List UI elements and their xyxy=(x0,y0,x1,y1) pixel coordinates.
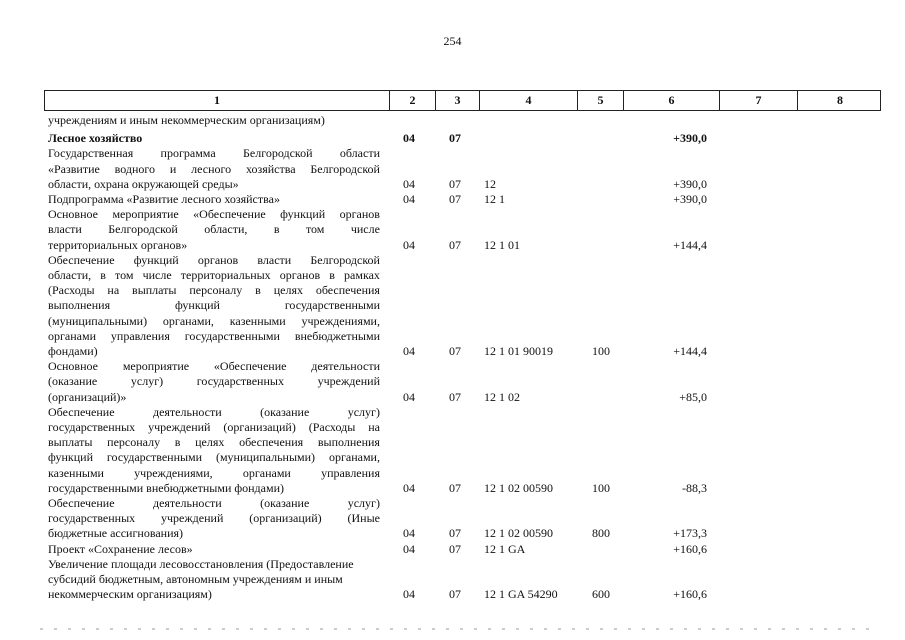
row-text-line xyxy=(48,268,380,283)
header-col-8: 8 xyxy=(837,93,843,107)
word: Обеспечение xyxy=(48,496,115,510)
word: органами, xyxy=(328,450,380,465)
cell-amount: +390,0 xyxy=(673,192,707,206)
word: деятельности xyxy=(152,496,222,510)
word: выполнения xyxy=(48,298,111,313)
word: в xyxy=(100,268,106,282)
row-text-line: учреждениям и иным некоммерческим организациям) xyxy=(48,113,325,127)
word: водного xyxy=(114,161,156,176)
word: функций xyxy=(48,450,93,465)
word: выполнения xyxy=(317,435,380,450)
row-text-line xyxy=(48,359,380,374)
word: внебюджетными xyxy=(294,328,380,343)
word: «Обеспечение xyxy=(213,359,287,374)
row-text-line: фондами) xyxy=(48,344,98,358)
row-text-line: (организаций)» xyxy=(48,389,127,404)
word: лесного xyxy=(191,161,232,176)
word: целях xyxy=(195,435,225,450)
row-text-line xyxy=(48,405,380,420)
cell-expense-type: 800 xyxy=(592,526,610,541)
word: выплаты xyxy=(132,283,177,298)
cell-section: 04 xyxy=(403,176,415,191)
word: органами, xyxy=(162,313,214,328)
word: и xyxy=(169,161,177,176)
word: Белгородской xyxy=(310,161,380,176)
cell-target-article: 12 1 01 xyxy=(484,237,520,252)
word: (Расходы xyxy=(48,283,95,298)
word: (оказание xyxy=(48,374,98,389)
word: Основное xyxy=(48,207,98,222)
word: учреждений xyxy=(148,420,211,434)
word: управления xyxy=(321,465,380,480)
word: услуг) xyxy=(347,404,380,419)
word: персоналу xyxy=(189,283,243,298)
header-col-4: 4 xyxy=(480,91,578,110)
word: персоналу xyxy=(107,435,161,450)
cell-amount: +144,4 xyxy=(673,344,707,358)
cell-subsection: 07 xyxy=(449,480,461,495)
row-text-line xyxy=(48,314,380,329)
word: учреждениями, xyxy=(301,313,380,328)
word: государственных xyxy=(48,511,136,526)
cell-amount: +85,0 xyxy=(679,389,707,404)
word: в xyxy=(329,268,335,282)
row-text-line: Подпрограмма «Развитие лесного хозяйства» xyxy=(48,192,280,206)
cell-amount: +390,0 xyxy=(673,176,707,191)
word: казенными xyxy=(229,313,286,328)
row-text-line xyxy=(48,222,380,237)
word: рамках xyxy=(344,268,380,282)
word: числе xyxy=(350,222,380,237)
row-text-line xyxy=(48,162,380,177)
word: функций xyxy=(133,252,179,267)
word: на xyxy=(107,283,120,298)
header-col-2: 2 xyxy=(390,91,436,110)
row-text-line: бюджетные ассигнования) xyxy=(48,526,184,541)
cell-section: 04 xyxy=(403,344,415,358)
word: Обеспечение xyxy=(48,252,115,267)
word: (Иные xyxy=(347,511,380,526)
word: услуг) xyxy=(347,496,380,510)
word: деятельности xyxy=(152,404,222,419)
cell-target-article: 12 1 GA 54290 xyxy=(484,587,558,602)
word: деятельности xyxy=(311,359,380,374)
word: мероприятие xyxy=(112,207,179,222)
word: выплаты xyxy=(48,435,93,450)
cell-subsection: 07 xyxy=(449,587,461,602)
header-col-3: 3 xyxy=(436,91,480,110)
word: обеспечения xyxy=(239,435,304,450)
word: числе xyxy=(142,268,172,282)
word: власти xyxy=(257,252,292,267)
word: обеспечения xyxy=(315,283,380,298)
row-text-line xyxy=(48,496,380,511)
word: том xyxy=(305,222,325,237)
word: Белгородской xyxy=(108,222,178,237)
word: программа xyxy=(160,146,216,161)
row-text-line xyxy=(48,283,380,298)
word: государственных xyxy=(196,374,284,389)
word: «Развитие xyxy=(48,161,100,176)
word: на xyxy=(368,420,380,434)
row-text-line: Лесное хозяйство xyxy=(48,131,143,146)
table-header xyxy=(44,90,881,111)
row-text-line xyxy=(48,207,380,222)
row-text-line xyxy=(48,374,380,389)
word: власти xyxy=(48,222,82,237)
word: области xyxy=(339,146,380,161)
row-text-line xyxy=(48,450,380,465)
row-text-line: Проект «Сохранение лесов» xyxy=(48,541,193,556)
word: органами xyxy=(48,328,97,343)
header-col-1: 1 xyxy=(45,91,390,110)
row-text-line xyxy=(48,329,380,344)
word: функций xyxy=(280,207,326,222)
row-text-line xyxy=(48,253,380,268)
cell-expense-type: 100 xyxy=(592,344,610,358)
word: органов xyxy=(339,207,380,222)
cell-section: 04 xyxy=(403,526,415,541)
word: органов xyxy=(279,268,321,282)
word: государственных xyxy=(48,420,136,434)
cell-section: 04 xyxy=(403,541,415,556)
cell-section: 04 xyxy=(403,389,415,404)
cell-target-article: 12 1 GA xyxy=(484,541,526,556)
cell-section: 04 xyxy=(403,587,415,602)
cell-subsection: 07 xyxy=(449,131,461,146)
word: «Обеспечение xyxy=(193,207,266,222)
row-text-line: субсидий бюджетным, автономным учреждениям и иным xyxy=(48,572,343,586)
cell-section: 04 xyxy=(403,192,415,206)
word: государственными xyxy=(284,298,380,313)
word: органов xyxy=(197,252,239,267)
row-text-line xyxy=(48,435,380,450)
word: учреждений xyxy=(161,511,224,526)
cell-amount: +390,0 xyxy=(673,131,707,146)
word: (организаций) xyxy=(249,511,322,526)
header-col-6: 6 xyxy=(624,91,720,110)
header-col-7: 7 xyxy=(720,91,798,110)
word: (оказание xyxy=(260,496,310,510)
word: Государственная xyxy=(48,146,134,161)
word: мероприятие xyxy=(122,359,190,374)
row-text-line: территориальных органов» xyxy=(48,237,188,252)
cell-target-article: 12 1 02 00590 xyxy=(484,480,553,495)
cell-subsection: 07 xyxy=(449,176,461,191)
word: (муниципальными) xyxy=(48,313,148,328)
cell-section: 04 xyxy=(403,480,415,495)
word: управления xyxy=(110,328,170,343)
word: области, xyxy=(204,222,248,237)
cell-amount: +160,6 xyxy=(673,541,707,556)
row-text-line xyxy=(48,146,380,161)
word: Белгородской xyxy=(310,252,380,267)
word: Обеспечение xyxy=(48,404,115,419)
cell-subsection: 07 xyxy=(449,192,461,206)
cell-amount: +173,3 xyxy=(673,526,707,541)
word: Белгородской xyxy=(242,146,313,161)
header-col-5: 5 xyxy=(578,91,624,110)
word: учреждениями, xyxy=(134,465,213,480)
word: в xyxy=(273,222,280,237)
word: (муниципальными) xyxy=(215,450,316,465)
word: Основное xyxy=(48,359,98,374)
cell-amount: -88,3 xyxy=(682,480,707,495)
word: территориальных xyxy=(180,268,271,282)
word: хозяйства xyxy=(245,161,296,176)
cell-expense-type: 100 xyxy=(592,480,610,495)
word: учреждений xyxy=(317,374,380,389)
word: органами xyxy=(242,465,291,480)
row-text-line xyxy=(48,298,380,313)
page-number: 254 xyxy=(443,34,462,48)
word: в xyxy=(255,283,261,298)
cell-subsection: 07 xyxy=(449,541,461,556)
word: казенными xyxy=(48,465,104,480)
word: (Расходы xyxy=(308,420,356,434)
cell-amount: +144,4 xyxy=(673,237,707,252)
row-text-line: области, охрана окружающей среды» xyxy=(48,176,239,191)
word: государственными xyxy=(184,328,280,343)
word: государственными xyxy=(106,450,203,465)
row-text-line xyxy=(48,420,380,435)
cell-section: 04 xyxy=(403,131,415,146)
cell-section: 04 xyxy=(403,237,415,252)
word: области, xyxy=(48,268,92,282)
word: (организаций) xyxy=(223,420,296,434)
row-text-line xyxy=(48,466,380,481)
word: в xyxy=(174,435,181,450)
cell-subsection: 07 xyxy=(449,389,461,404)
scan-artifact xyxy=(40,628,880,630)
cell-subsection: 07 xyxy=(449,344,461,358)
cell-subsection: 07 xyxy=(449,526,461,541)
cell-target-article: 12 1 xyxy=(484,192,505,206)
cell-target-article: 12 1 02 xyxy=(484,389,520,404)
cell-target-article: 12 1 02 00590 xyxy=(484,526,553,541)
row-text-line: государственными внебюджетными фондами) xyxy=(48,480,285,495)
cell-target-article: 12 xyxy=(484,176,496,191)
cell-target-article: 12 1 01 90019 xyxy=(484,344,553,358)
cell-subsection: 07 xyxy=(449,237,461,252)
row-text-line: Увеличение площади лесовосстановления (Предоставление xyxy=(48,556,354,571)
cell-expense-type: 600 xyxy=(592,587,610,602)
word: (оказание xyxy=(260,404,310,419)
cell-amount: +160,6 xyxy=(673,587,707,602)
row-text-line xyxy=(48,511,380,526)
word: целях xyxy=(273,283,303,298)
word: том xyxy=(115,268,134,282)
word: услуг) xyxy=(130,374,164,389)
row-text-line: некоммерческим организациям) xyxy=(48,587,212,602)
word: функций xyxy=(174,298,220,313)
